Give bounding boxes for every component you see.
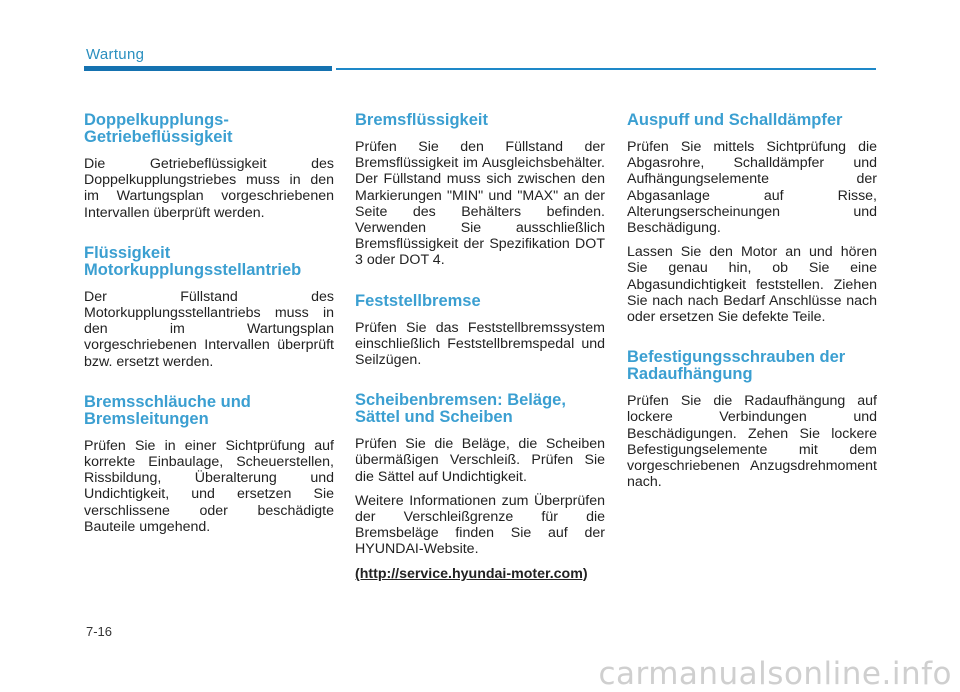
section-paragraph: Die Getriebeflüssigkeit des Doppelkupplungstriebes muss in den im Wartungsplan vorgeschriebenen Intervallen überprüft werden. [84, 156, 334, 221]
section-paragraph: Prüfen Sie die Radaufhängung auf lockere Verbindungen und Beschädigungen. Zehen Sie lockere Befestigungselemente mit dem vorgeschriebenen Anzugsdrehmoment nach. [627, 393, 877, 491]
section-paragraph: Weitere Informationen zum Überprüfen der Verschleißgrenze für die Bremsbeläge finden Sie auf der HYUNDAI-Website. [355, 492, 605, 558]
section-block [84, 394, 334, 535]
section-paragraph: Prüfen Sie das Feststellbremssystem einschließlich Feststellbremspedal und Seilzügen. [355, 319, 605, 369]
column-1 [84, 112, 334, 559]
header-rule-light [336, 68, 876, 70]
website-link[interactable]: (http://service.hyundai-moter.com) [355, 565, 588, 582]
section-title: Scheibenbremsen: Beläge, Sättel und Scheiben [355, 391, 566, 427]
section-title: Flüssigkeit Motorkupplungsstellantrieb [84, 243, 302, 279]
section-title: Auspuff und Schalldämpfer [627, 111, 843, 129]
section-block [627, 112, 877, 325]
section-title: Befestigungsschrauben der Radaufhängung [627, 348, 846, 384]
column-2 [355, 112, 605, 606]
section-title: Bremsschläuche und Bremsleitungen [84, 392, 251, 428]
section-title: Bremsflüssigkeit [355, 111, 488, 129]
section-paragraph: Prüfen Sie den Füllstand der Bremsflüssigkeit im Ausgleichsbehälter. Der Füllstand muss sich zwischen den Markierungen "MIN" und "MAX" an der Seite des Behälters befinden. Verwenden Sie ausschließlich Bremsflüssigkeit der Spezifikation DOT 3 oder DOT 4. [355, 139, 605, 269]
section-block [355, 293, 605, 369]
section-block [355, 112, 605, 269]
section-paragraph: Prüfen Sie die Beläge, die Scheiben übermäßigen Verschleiß. Prüfen Sie die Sättel auf Undichtigkeit. [355, 436, 605, 485]
section-paragraph: Der Füllstand des Motorkupplungsstellantriebs muss in den im Wartungsplan vorgeschriebenen Intervallen überprüft bzw. ersetzt werden. [84, 288, 334, 370]
section-block [355, 392, 605, 582]
section-block [84, 245, 334, 370]
section-paragraph: Prüfen Sie mittels Sichtprüfung die Abgasrohre, Schalldämpfer und Aufhängungselemente der Abgasanlage auf Risse, Alterungserscheinungen und Beschädigung. [627, 139, 877, 237]
section-block [84, 112, 334, 221]
section-title: Feststellbremse [355, 291, 481, 310]
header-rule-dark [84, 66, 332, 71]
footer-watermark[interactable]: carmanualsonline.info [598, 656, 952, 692]
page-number: 7-16 [86, 624, 113, 639]
section-title: Doppelkupplungs- Getriebeflüssigkeit [84, 111, 233, 146]
section-paragraph: Prüfen Sie in einer Sichtprüfung auf korrekte Einbaulage, Scheuerstellen, Rissbildung, Überalterung und Undichtigkeit, und ersetzen Sie verschlissene oder beschädigte Bauteile umgehend. [84, 437, 334, 535]
link-paragraph [355, 566, 605, 582]
column-3 [627, 112, 877, 514]
section-paragraph: Lassen Sie den Motor an und hören Sie genau hin, ob Sie eine Abgasundichtigkeit feststellen. Ziehen Sie nach nach Bedarf Anschlüsse nach oder ersetzen Sie defekte Teile. [627, 244, 877, 326]
section-block [627, 349, 877, 490]
section-label: Wartung [86, 46, 145, 63]
